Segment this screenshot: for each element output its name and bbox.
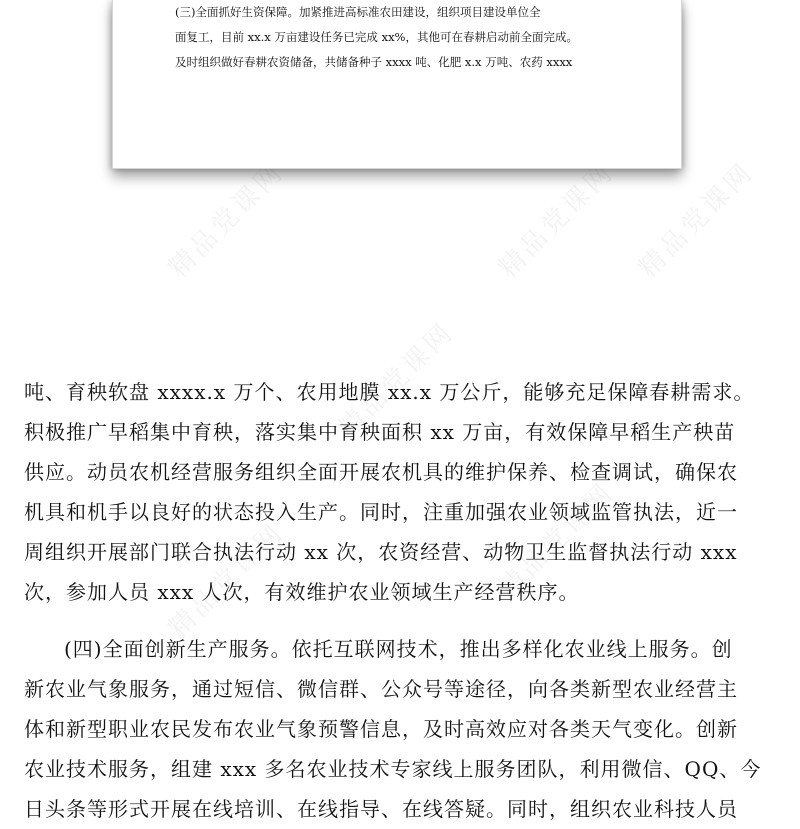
watermark: 精品党课网	[493, 476, 621, 604]
text-line: 供应。动员农机经营服务组织全面开展农机具的维护保养、检查调试，确保农	[24, 460, 738, 484]
text-line: 日头条等形式开展在线培训、在线指导、在线答疑。同时，组织农业科技人员	[24, 797, 738, 821]
page-preview-card	[112, 0, 682, 169]
text-line: 体和新型职业农民发布农业气象预警信息，及时高效应对各类天气变化。创新	[24, 717, 738, 741]
watermark: 精品党课网	[163, 516, 291, 644]
watermark: 精品党课网	[333, 316, 461, 444]
text-line: 次，参加人员 xxx 人次，有效维护农业领域生产经营秩序。	[24, 580, 580, 604]
watermark: 精品党课网	[633, 156, 761, 284]
preview-line: 面复工，目前 xx.x 万亩建设任务已完成 xx%，其他可在春耕启动前全面完成。	[175, 30, 578, 44]
paragraph	[24, 372, 776, 612]
text-line: 吨、育秧软盘 xxxx.x 万个、农用地膜 xx.x 万公斤，能够充足保障春耕需求。	[24, 380, 755, 404]
preview-line: 及时组织做好春耕农资储备，共储备种子 xxxx 吨、化肥 x.x 万吨、农药 xxxx	[175, 55, 573, 69]
text-line: 机具和机手以良好的状态投入生产。同时，注重加强农业领域监管执法，近一	[24, 500, 738, 524]
text-line: 农业技术服务，组建 xxx 多名农业技术专家线上服务团队，利用微信、QQ、今	[24, 757, 762, 781]
preview-paragraph	[175, 0, 637, 75]
text-line: 积极推广早稻集中育秧，落实集中育秧面积 xx 万亩，有效保障早稻生产秧苗	[24, 420, 736, 444]
document-body	[24, 372, 776, 829]
text-line: 周组织开展部门联合执法行动 xx 次，农资经营、动物卫生监督执法行动 xxx	[24, 540, 738, 564]
watermark: 精品党课网	[163, 156, 291, 284]
paragraph	[24, 629, 776, 829]
preview-line: (三)全面抓好生资保障。加紧推进高标准农田建设，组织项目建设单位全	[175, 5, 541, 19]
text-line: (四)全面创新生产服务。依托互联网技术，推出多样化农业线上服务。创	[64, 637, 733, 661]
watermark: 精品党课网	[493, 156, 621, 284]
text-line: 新农业气象服务，通过短信、微信群、公众号等途径，向各类新型农业经营主	[24, 677, 738, 701]
